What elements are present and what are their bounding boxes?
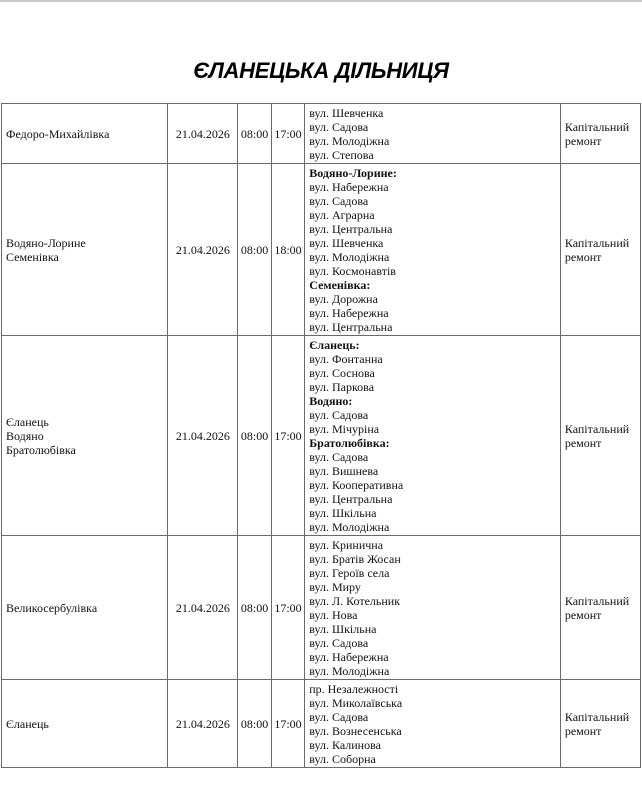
street-name: вул. Садова <box>309 450 369 464</box>
street-name: вул. Центральна <box>309 222 393 236</box>
start-time-cell <box>238 680 271 768</box>
street-name: вул. Аграрна <box>309 208 375 222</box>
start-time: 08:00 <box>240 428 269 443</box>
street-name: вул. Набережна <box>309 306 389 320</box>
end-time: 17:00 <box>274 716 302 731</box>
street-name: вул. Дорожна <box>309 292 378 306</box>
street-name: вул. Садова <box>309 636 369 650</box>
end-time-cell <box>271 104 304 164</box>
reason-cell <box>560 536 640 680</box>
street-name: вул. Степова <box>309 148 374 162</box>
table-row <box>2 164 641 336</box>
street-name: вул. Садова <box>309 194 369 208</box>
street-name: вул. Вишнева <box>309 464 379 478</box>
reason-cell <box>560 104 640 164</box>
end-time-cell <box>271 680 304 768</box>
street-name: вул. Садова <box>309 408 369 422</box>
streets-cell <box>305 104 561 164</box>
street-name: вул. Шевченка <box>309 106 384 120</box>
streets-cell <box>305 164 561 336</box>
street-name: вул. Садова <box>309 710 369 724</box>
street-group-heading: Єланець: <box>309 338 360 352</box>
street-name: вул. Мічуріна <box>309 422 380 436</box>
end-time: 17:00 <box>274 428 302 443</box>
street-group-heading: Водяно-Лорине: <box>309 166 397 180</box>
outage-date: 21.04.2026 <box>175 716 230 731</box>
streets-cell <box>305 680 561 768</box>
end-time: 17:00 <box>274 126 302 141</box>
street-name: пр. Незалежності <box>309 682 399 696</box>
start-time: 08:00 <box>240 242 269 257</box>
end-time-cell <box>271 164 304 336</box>
outage-date: 21.04.2026 <box>175 242 230 257</box>
street-name: вул. Набережна <box>309 180 389 194</box>
outage-date: 21.04.2026 <box>175 126 230 141</box>
outage-date: 21.04.2026 <box>175 600 230 615</box>
street-name: вул. Центральна <box>309 320 393 334</box>
outage-reason: Капітальний <box>564 709 630 724</box>
street-name: вул. Фонтанна <box>309 352 383 366</box>
locality-name: Єланець <box>6 716 49 731</box>
street-name: вул. Соснова <box>309 366 375 380</box>
street-name: вул. Молодіжна <box>309 664 390 678</box>
date-cell <box>168 336 238 536</box>
street-name: вул. Вознесенська <box>309 724 402 738</box>
street-name: вул. Миколаївська <box>309 696 403 710</box>
outage-date: 21.04.2026 <box>175 428 230 443</box>
outage-reason: Капітальний <box>564 593 630 608</box>
locality-cell <box>2 164 168 336</box>
street-name: вул. Героїв села <box>309 566 390 580</box>
streets-cell <box>305 536 561 680</box>
street-name: вул. Братів Жосан <box>309 552 401 566</box>
street-name: вул. Паркова <box>309 380 375 394</box>
locality-cell <box>2 104 168 164</box>
locality-cell <box>2 336 168 536</box>
street-name: вул. Кооперативна <box>309 478 404 492</box>
outage-reason: ремонт <box>564 249 602 264</box>
street-name: вул. Набережна <box>309 650 389 664</box>
table-row <box>2 104 641 164</box>
top-border <box>0 0 642 2</box>
locality-name: Братолюбівка <box>6 442 76 457</box>
outage-reason: Капітальний <box>564 119 630 134</box>
locality-name: Водяно <box>6 428 44 443</box>
locality-name: Єланець <box>6 414 49 429</box>
start-time-cell <box>238 164 271 336</box>
end-time-cell <box>271 536 304 680</box>
locality-cell <box>2 536 168 680</box>
streets-cell <box>305 336 561 536</box>
start-time-cell <box>238 536 271 680</box>
date-cell <box>168 104 238 164</box>
street-name: вул. Космонавтів <box>309 264 396 278</box>
street-name: вул. Калинова <box>309 738 381 752</box>
outage-reason: Капітальний <box>564 235 630 250</box>
end-time: 17:00 <box>274 600 302 615</box>
outage-reason: ремонт <box>564 607 602 622</box>
start-time-cell <box>238 336 271 536</box>
date-cell <box>168 536 238 680</box>
street-name: вул. Л. Котельник <box>309 594 401 608</box>
table-row <box>2 680 641 768</box>
locality-name: Великосербулівка <box>6 600 98 615</box>
street-name: вул. Молодіжна <box>309 520 390 534</box>
date-cell <box>168 164 238 336</box>
street-group-heading: Водяно: <box>309 394 353 408</box>
table-row <box>2 536 641 680</box>
street-name: вул. Молодіжна <box>309 134 390 148</box>
street-name: вул. Шкільна <box>309 622 377 636</box>
start-time-cell <box>238 104 271 164</box>
start-time: 08:00 <box>240 716 269 731</box>
street-name: вул. Молодіжна <box>309 250 390 264</box>
locality-name: Семенівка <box>6 249 59 264</box>
street-name: вул. Шкільна <box>309 506 377 520</box>
street-name: вул. Соборна <box>309 752 376 766</box>
reason-cell <box>560 336 640 536</box>
start-time: 08:00 <box>240 600 269 615</box>
street-name: вул. Садова <box>309 120 369 134</box>
locality-name: Федоро-Михайлівка <box>6 126 110 141</box>
street-name: вул. Нова <box>309 608 358 622</box>
reason-cell <box>560 164 640 336</box>
street-name: вул. Кринична <box>309 538 384 552</box>
street-name: вул. Миру <box>309 580 361 594</box>
outage-reason: ремонт <box>564 133 602 148</box>
locality-cell <box>2 680 168 768</box>
outage-schedule-table <box>1 103 641 768</box>
outage-reason: ремонт <box>564 435 602 450</box>
locality-name: Водяно-Лорине <box>6 235 86 250</box>
outage-reason: Капітальний <box>564 421 630 436</box>
end-time: 18:00 <box>274 242 302 257</box>
street-group-heading: Семенівка: <box>309 278 371 292</box>
page-title: ЄЛАНЕЦЬКА ДІЛЬНИЦЯ <box>193 58 449 83</box>
outage-reason: ремонт <box>564 723 602 738</box>
street-name: вул. Центральна <box>309 492 393 506</box>
street-group-heading: Братолюбівка: <box>309 436 390 450</box>
table-row <box>2 336 641 536</box>
end-time-cell <box>271 336 304 536</box>
date-cell <box>168 680 238 768</box>
reason-cell <box>560 680 640 768</box>
start-time: 08:00 <box>240 126 269 141</box>
street-name: вул. Шевченка <box>309 236 384 250</box>
